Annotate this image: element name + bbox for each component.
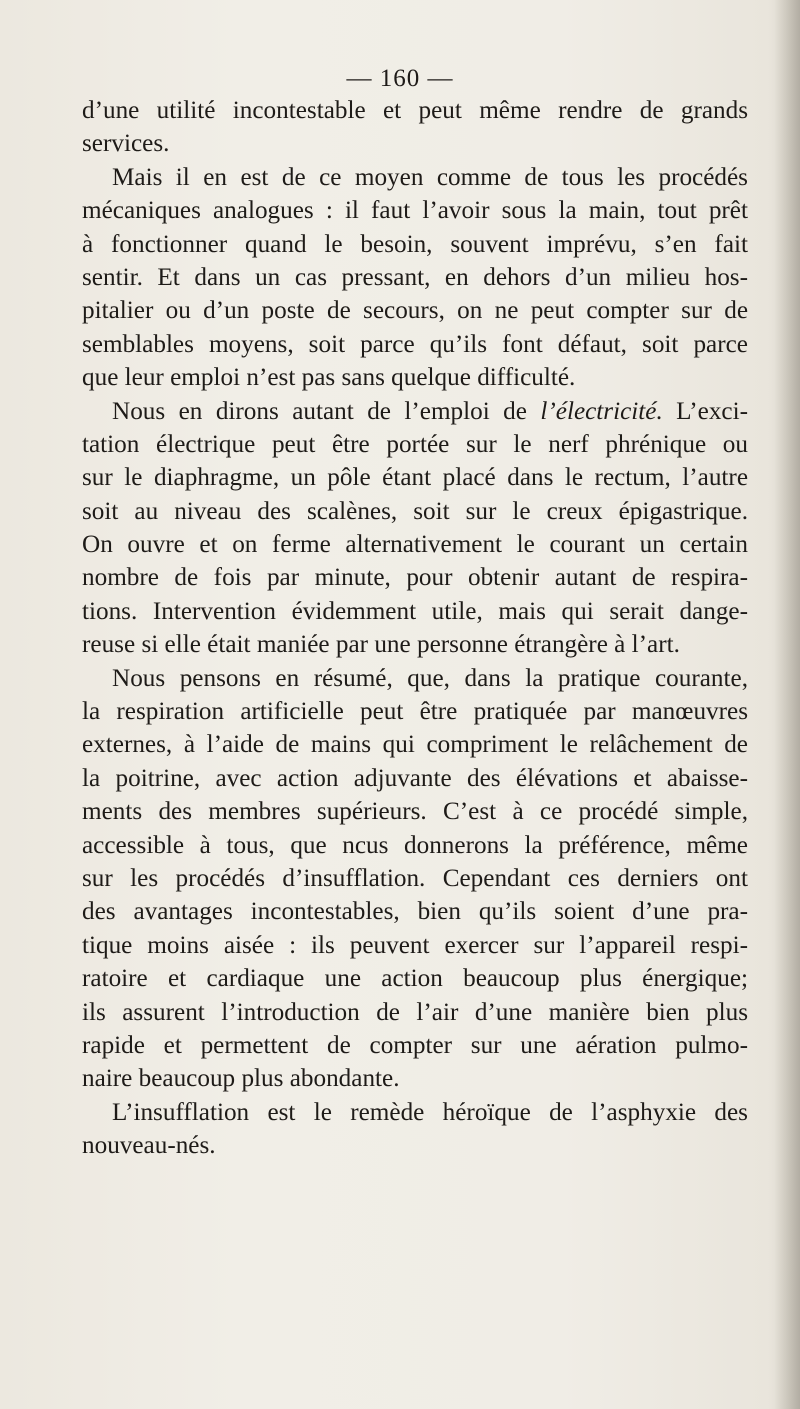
text-line: des avantages incontestables, bien qu’ils soient d’une pra- [82,898,748,926]
paragraph [82,662,748,1096]
text-line [82,395,748,428]
text-line: reuse si elle était maniée par une personne étrangère à l’art. [82,631,680,659]
text-line: sur les procédés d’insufflation. Cependant ces derniers ont [82,864,748,892]
text-line: la respiration artificielle peut être pratiquée par manœuvres [82,698,748,726]
paragraph [82,1096,748,1163]
text-line: ratoire et cardiaque une action beaucoup plus énergique; [82,965,748,993]
text-line: externes, à l’aide de mains qui compriment le relâchement de [82,731,748,759]
text-line: sentir. Et dans un cas pressant, en dehors d’un milieu hos- [82,263,748,291]
text-line: sur le diaphragme, un pôle étant placé dans le rectum, l’autre [82,464,748,492]
page-edge-shadow [774,0,800,1409]
text-line: rapide et permettent de compter sur une aération pulmo- [82,1031,748,1059]
text-line: la poitrine, avec action adjuvante des élévations et abaisse- [82,764,748,792]
text-line: On ouvre et on ferme alternativement le courant un certain [82,531,748,559]
text-line: pitalier ou d’un poste de secours, on ne peut compter sur de [82,297,748,325]
page-number: — 160 — [346,65,454,92]
text-line: naire beaucoup plus abondante. [82,1065,400,1093]
text-line: services. [82,130,170,158]
text-fragment: L’exci- [662,397,748,425]
text-line: nouveau-nés. [82,1132,216,1160]
text-line: soit au niveau des scalènes, soit sur le creux épigastrique. [82,497,748,525]
text-line: accessible à tous, que ncus donnerons la préférence, même [82,831,748,859]
text-fragment: Nous en dirons autant de l’emploi de [112,397,541,425]
text-line: mécaniques analogues : il faut l’avoir sous la main, tout prêt [82,197,748,225]
body-text [82,94,748,1163]
text-line: L’insufflation est le remède héroïque de l’asphyxie des [112,1098,748,1126]
paragraph [82,94,748,161]
paragraph [82,161,748,395]
text-line: tique moins aisée : ils peuvent exercer sur l’appareil respi- [82,931,748,959]
text-line: ils assurent l’introduction de l’air d’une manière bien plus [82,998,748,1026]
text-line: tation électrique peut être portée sur le nerf phrénique ou [82,430,748,458]
text-line: nombre de fois par minute, pour obtenir autant de respira- [82,564,748,592]
text-line: Mais il en est de ce moyen comme de tous les procédés [112,163,748,191]
text-line: ments des membres supérieurs. C’est à ce procédé simple, [82,798,748,826]
italic-term: l’électricité. [540,397,663,425]
text-line: tions. Intervention évidemment utile, mais qui serait dange- [82,597,748,625]
text-line: que leur emploi n’est pas sans quelque difficulté. [82,364,576,392]
paragraph [82,395,748,662]
text-line: Nous pensons en résumé, que, dans la pratique courante, [112,664,748,692]
text-line: d’une utilité incontestable et peut même rendre de grands [82,97,748,124]
text-line: semblables moyens, soit parce qu’ils font défaut, soit parce [82,330,748,358]
text-line: à fonctionner quand le besoin, souvent imprévu, s’en fait [82,230,748,258]
